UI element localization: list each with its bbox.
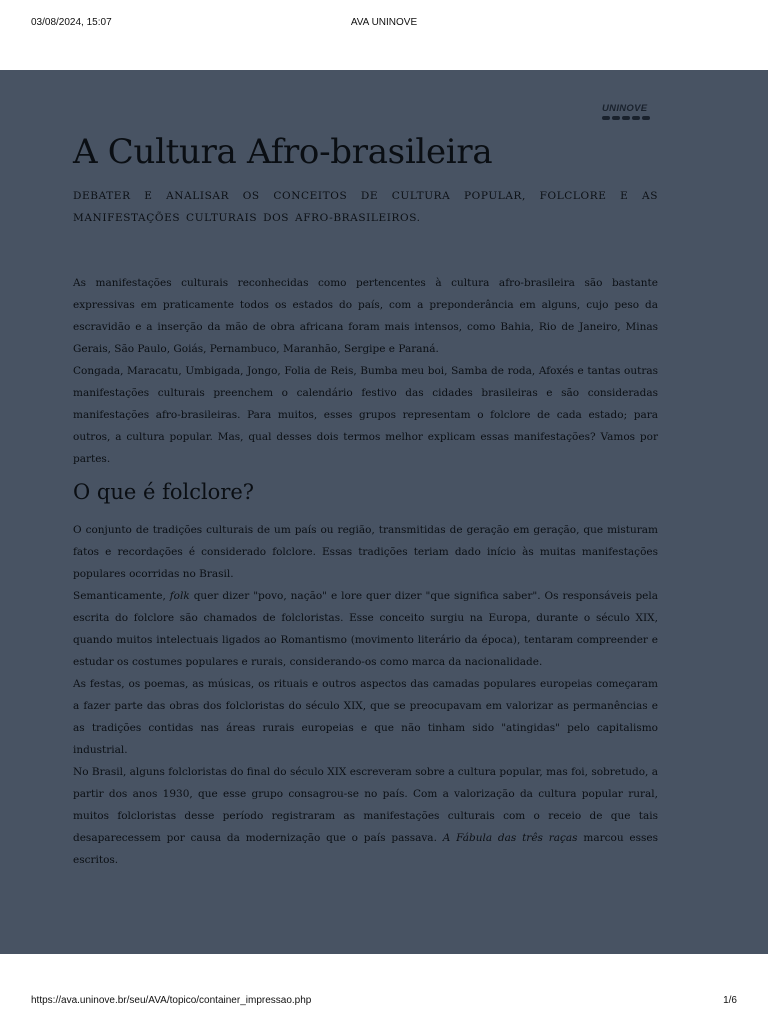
section-block bbox=[73, 519, 658, 871]
section-paragraph-1: O conjunto de tradições culturais de um país ou região, transmitidas de geração em geração, que misturam fatos e recordações é considerado folclore. Essas tradições teriam dado início às muitas manifestações populares ocorridas no Brasil. bbox=[73, 523, 658, 580]
p2-italic-term: folk bbox=[169, 589, 190, 602]
print-datetime: 03/08/2024, 15:07 bbox=[31, 17, 112, 28]
print-url: https://ava.uninove.br/seu/AVA/topico/container_impressao.php bbox=[31, 995, 312, 1006]
print-header bbox=[0, 0, 768, 70]
print-footer bbox=[0, 954, 768, 1024]
section-paragraph-3: As festas, os poemas, as músicas, os rituais e outros aspectos das camadas populares europeias começaram a fazer parte das obras dos folcloristas do século XIX, que se preocupavam em valorizar as permanências e as tradições contidas nas áreas rurais europeias e que não tinham sido "atingidas" pelo capitalismo industrial. bbox=[73, 677, 658, 756]
page-title: A Cultura Afro-brasileira bbox=[73, 132, 493, 172]
intro-paragraph-2: Congada, Maracatu, Umbigada, Jongo, Folia de Reis, Bumba meu boi, Samba de roda, Afoxés e tantas outras manifestações culturais preenchem o calendário festivo das cidades brasileiras e são consideradas manifestações afro-brasileiras. Para muitos, esses grupos representam o folclore de cada estado; para outros, a cultura popular. Mas, qual desses dois termos melhor explicam essas manifestações? Vamos por partes. bbox=[73, 364, 658, 465]
section-paragraph-4 bbox=[73, 761, 658, 871]
p2-lead: Semanticamente, bbox=[73, 589, 170, 602]
logo-dots bbox=[602, 116, 654, 120]
section-heading: O que é folclore? bbox=[73, 479, 255, 504]
content-sheet bbox=[0, 70, 768, 954]
p4-rest: marcou esses escritos. bbox=[73, 831, 658, 866]
page-number: 1/6 bbox=[723, 995, 737, 1006]
intro-paragraph-1: As manifestações culturais reconhecidas como pertencentes à cultura afro-brasileira são bastante expressivas em praticamente todos os estados do país, com a preponderância em alguns, cujo peso da escravidão e a inserção da mão de obra africana foram mais intensos, como Bahia, Rio de Janeiro, Minas Gerais, São Paulo, Goiás, Pernambuco, Maranhão, Sergipe e Paraná. bbox=[73, 276, 658, 355]
uninove-logo bbox=[602, 104, 654, 122]
section-paragraph-2 bbox=[73, 585, 658, 673]
article bbox=[73, 132, 658, 881]
page-subtitle: DEBATER E ANALISAR OS CONCEITOS DE CULTURA POPULAR, FOLCLORE E AS MANIFESTAÇÕES CULTURAIS DOS AFRO-BRASILEIROS. bbox=[73, 189, 658, 224]
print-site-title: AVA UNINOVE bbox=[350, 17, 418, 28]
p4-italic-title: A Fábula das três raças bbox=[442, 831, 578, 844]
intro-block bbox=[73, 272, 658, 470]
p4-lead: No Brasil, alguns folcloristas do final do século XIX escreveram sobre a cultura popular, mas foi, sobretudo, a partir dos anos 1930, que esse grupo consagrou-se no país. Com a valorização da cultura popular rural, muitos folcloristas desse período registraram as manifestações culturais com o receio de que tais desaparecessem por causa da modernização que o país passava. bbox=[73, 765, 658, 844]
logo-wordmark: UNINOVE bbox=[602, 103, 648, 114]
p2-rest: quer dizer "povo, nação" e lore quer dizer "que significa saber". Os responsáveis pela escrita do folclore são chamados de folcloristas. Esse conceito surgiu na Europa, durante o século XIX, quando muitos intelectuais ligados ao Romantismo (movimento literário da época), tentaram compreender e estudar os costumes populares e rurais, considerando-os como marca da nacionalidade. bbox=[73, 589, 658, 668]
